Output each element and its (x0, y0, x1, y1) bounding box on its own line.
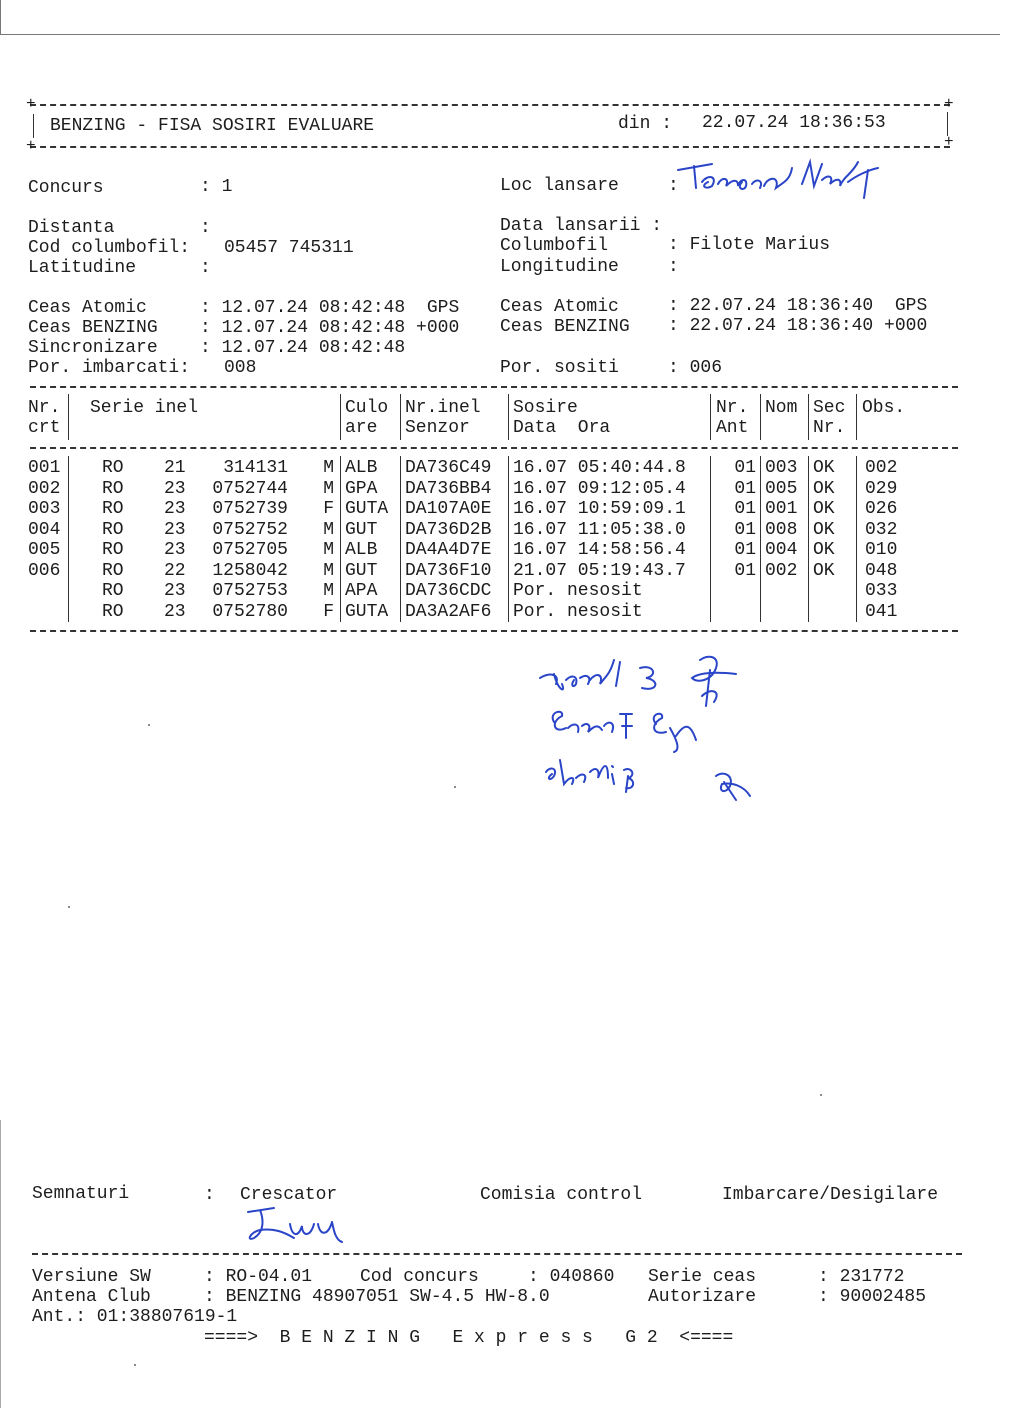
cell-tara: RO (102, 560, 124, 581)
cell-tara: RO (102, 601, 124, 622)
cell-sex: M (323, 560, 334, 581)
header-sec-1: Sec (813, 398, 846, 418)
header-serie-inel: Serie inel (90, 398, 199, 418)
por-sositi-value: : 006 (668, 358, 723, 378)
header-culoare-2: are (345, 418, 378, 438)
col-separator (68, 456, 69, 622)
col-separator (400, 394, 401, 440)
cell-an: 23 (164, 581, 186, 601)
cell-nr-ant: 01 (734, 540, 756, 560)
ceas-atomic-start: : 12.07.24 08:42:48 GPS (200, 298, 460, 318)
ceas-benzing-end: : 22.07.24 18:36:40 +000 (668, 316, 928, 336)
cell-sec-nr: OK (813, 519, 835, 540)
columbofil-value: : Filote Marius (668, 235, 831, 255)
cell-serie: 0752753 (212, 581, 288, 601)
cell-sosire: 16.07 09:12:05.4 (513, 478, 686, 499)
cell-obs: 048 (865, 560, 898, 581)
cell-culoare: ALB (345, 458, 378, 478)
cell-obs: 041 (865, 601, 898, 622)
cell-culoare: GPA (345, 478, 378, 499)
header-nr-crt-1: Nr. (28, 398, 61, 418)
cell-culoare: GUT (345, 560, 378, 581)
cell-nr-ant: 01 (734, 519, 756, 540)
cell-sex: F (323, 601, 334, 622)
cell-nr-crt: 002 (28, 478, 61, 499)
cell-nr-inel-senzor: DA107A0E (405, 499, 492, 519)
scan-speck (454, 786, 456, 788)
imbarcare-label: Imbarcare/Desigilare (722, 1185, 939, 1205)
cell-an: 22 (164, 560, 186, 581)
cell-nom: 001 (765, 499, 798, 519)
header-sec-2: Nr. (813, 418, 846, 438)
col-separator (508, 394, 509, 440)
autorizare-value: : 90002485 (818, 1287, 927, 1307)
cell-tara: RO (102, 519, 124, 540)
page-edge-line (0, 1120, 1, 1408)
cell-nom: 004 (765, 540, 798, 560)
col-separator (760, 456, 761, 622)
cell-sex: M (323, 540, 334, 560)
sincronizare-value: : 12.07.24 08:42:48 (200, 338, 406, 358)
col-separator (760, 394, 761, 440)
cell-nr-inel-senzor: DA4A4D7E (405, 540, 492, 560)
cell-sex: F (323, 499, 334, 519)
distanta-label: Distanta (28, 218, 115, 238)
header-top-border (30, 104, 950, 106)
border-corner: + (944, 95, 954, 113)
cell-sec-nr: OK (813, 458, 835, 478)
cell-sosire: 21.07 05:19:43.7 (513, 560, 686, 581)
cell-tara: RO (102, 581, 124, 601)
cell-serie: 0752744 (212, 478, 288, 499)
scan-speck (820, 1094, 822, 1096)
cell-nom: 002 (765, 560, 798, 581)
cell-sec-nr: OK (813, 540, 835, 560)
cell-culoare: GUT (345, 519, 378, 540)
sincronizare-label: Sincronizare (28, 338, 158, 358)
header-left-border (33, 114, 34, 138)
ceas-atomic-label: Ceas Atomic (28, 298, 147, 318)
cell-sec-nr: OK (813, 560, 835, 581)
print-datetime: 22.07.24 18:36:53 (702, 113, 886, 133)
cell-nr-ant: 01 (734, 560, 756, 581)
cell-culoare: ALB (345, 540, 378, 560)
data-lansarii-label: Data lansarii : (500, 216, 663, 236)
cod-columbofil-label: Cod columbofil: (28, 238, 191, 258)
header-nr-crt-2: crt (28, 418, 61, 438)
por-imbarcati-label: Por. imbarcati: (28, 358, 191, 378)
header-sosire-1: Sosire (513, 398, 578, 418)
header-sosire-2: Data Ora (513, 418, 611, 438)
ceas-benzing-label: Ceas BENZING (28, 318, 158, 338)
col-separator (400, 456, 401, 622)
distanta-value: : (200, 218, 211, 238)
versiune-sw-value: : RO-04.01 (204, 1267, 313, 1287)
header-nr-ant-1: Nr. (716, 398, 749, 418)
header-nr-ant-2: Ant (716, 418, 749, 438)
cell-tara: RO (102, 499, 124, 519)
ceas-benzing-label-2: Ceas BENZING (500, 317, 630, 337)
cell-culoare: GUTA (345, 499, 389, 519)
cell-nom: 005 (765, 478, 798, 499)
table-header-separator (30, 447, 958, 449)
loc-lansare-sep: : (668, 176, 679, 196)
cell-nr-ant: 01 (734, 478, 756, 499)
cell-nr-crt: 005 (28, 540, 61, 560)
col-separator (340, 394, 341, 440)
cell-culoare: GUTA (345, 601, 389, 622)
cell-an: 23 (164, 540, 186, 560)
table-bottom-border (30, 630, 958, 632)
cell-an: 23 (164, 519, 186, 540)
cell-nr-crt: 001 (28, 458, 61, 478)
col-separator (710, 456, 711, 622)
antena-club-label: Antena Club (32, 1287, 151, 1307)
scan-speck (134, 1364, 136, 1366)
page-edge-line (0, 0, 1, 34)
cell-tara: RO (102, 540, 124, 560)
header-culoare-1: Culo (345, 398, 389, 418)
col-separator (68, 394, 69, 440)
col-separator (856, 456, 857, 622)
cell-an: 21 (164, 458, 186, 478)
antena-id-line: Ant.: 01:38807619-1 (32, 1307, 238, 1327)
cell-obs: 032 (865, 519, 898, 540)
cell-nr-inel-senzor: DA736BB4 (405, 478, 492, 499)
border-corner: + (944, 133, 954, 151)
cell-serie: 0752739 (212, 499, 288, 519)
semnaturi-label: Semnaturi (32, 1184, 130, 1204)
cell-obs: 029 (865, 478, 898, 499)
table-top-border (30, 386, 958, 388)
autorizare-label: Autorizare (648, 1287, 757, 1307)
cell-nr-inel-senzor: DA736C49 (405, 458, 492, 478)
document-title: BENZING - FISA SOSIRI EVALUARE (50, 116, 375, 136)
handwritten-signature-crescator (240, 1202, 350, 1256)
cell-nr-crt: 006 (28, 560, 61, 581)
ceas-atomic-label-2: Ceas Atomic (500, 297, 619, 317)
border-corner: + (26, 95, 36, 113)
ceas-benzing-start: : 12.07.24 08:42:48 +000 (200, 318, 460, 338)
columbofil-label: Columbofil (500, 236, 609, 256)
benzing-express-banner: ====> B E N Z I N G E x p r e s s G 2 <==== (204, 1328, 734, 1348)
concurs-value: : 1 (200, 177, 233, 197)
cell-sex: M (323, 581, 334, 601)
cell-nr-crt: 003 (28, 499, 61, 519)
col-separator (808, 456, 809, 622)
cell-sosire: 16.07 14:58:56.4 (513, 540, 686, 560)
cell-serie: 0752780 (212, 601, 288, 622)
cell-sec-nr: OK (813, 499, 835, 519)
cell-serie: 0752705 (212, 540, 288, 560)
col-separator (808, 394, 809, 440)
cell-nr-inel-senzor: DA3A2AF6 (405, 601, 492, 622)
cell-obs: 010 (865, 540, 898, 560)
cell-an: 23 (164, 499, 186, 519)
cell-serie: 314131 (223, 458, 288, 478)
cell-sex: M (323, 478, 334, 499)
cell-serie: 1258042 (212, 560, 288, 581)
din-label: din : (618, 114, 673, 134)
col-separator (508, 456, 509, 622)
latitudine-value: : (200, 258, 211, 278)
cell-tara: RO (102, 478, 124, 499)
footer-separator (32, 1253, 962, 1255)
serie-ceas-label: Serie ceas (648, 1267, 757, 1287)
cell-sec-nr: OK (813, 478, 835, 499)
cell-an: 23 (164, 478, 186, 499)
cell-nr-inel-senzor: DA736F10 (405, 560, 492, 581)
cell-sosire: 16.07 05:40:44.8 (513, 458, 686, 478)
cell-sosire: Por. nesosit (513, 581, 643, 601)
handwritten-loc-lansare (672, 156, 892, 212)
border-corner: + (26, 137, 36, 155)
header-nr-inel-2: Senzor (405, 418, 470, 438)
por-imbarcati-value: 008 (224, 358, 257, 378)
cell-obs: 002 (865, 458, 898, 478)
cell-nr-ant: 01 (734, 458, 756, 478)
crescator-label: Crescator (240, 1185, 338, 1205)
header-bottom-border (30, 146, 950, 148)
versiune-sw-label: Versiune SW (32, 1267, 151, 1287)
col-separator (710, 394, 711, 440)
col-separator (856, 394, 857, 440)
longitudine-value: : (668, 257, 679, 277)
header-obs: Obs. (862, 398, 906, 418)
comisia-control-label: Comisia control (480, 1185, 643, 1205)
scan-speck (148, 724, 150, 726)
latitudine-label: Latitudine (28, 258, 137, 278)
cell-nr-crt: 004 (28, 519, 61, 540)
header-nr-inel-1: Nr.inel (405, 398, 481, 418)
cell-culoare: APA (345, 581, 378, 601)
cell-sosire: Por. nesosit (513, 601, 643, 622)
cell-obs: 033 (865, 581, 898, 601)
cell-sosire: 16.07 11:05:38.0 (513, 519, 686, 540)
cell-nom: 008 (765, 519, 798, 540)
cell-nr-ant: 01 (734, 499, 756, 519)
scan-speck (68, 906, 70, 908)
handwritten-signature-3 (540, 748, 780, 818)
concurs-label: Concurs (28, 178, 104, 198)
page-edge-line (0, 34, 1000, 35)
cell-an: 23 (164, 601, 186, 622)
por-sositi-label: Por. sositi (500, 358, 619, 378)
cell-nr-inel-senzor: DA736CDC (405, 581, 492, 601)
cell-sosire: 16.07 10:59:09.1 (513, 499, 686, 519)
cod-concurs-label: Cod concurs (360, 1267, 479, 1287)
longitudine-label: Longitudine (500, 257, 619, 277)
cell-serie: 0752752 (212, 519, 288, 540)
cell-nom: 003 (765, 458, 798, 478)
cell-tara: RO (102, 458, 124, 478)
header-nom: Nom (765, 398, 798, 418)
cell-sex: M (323, 458, 334, 478)
cell-obs: 026 (865, 499, 898, 519)
cell-nr-inel-senzor: DA736D2B (405, 519, 492, 540)
col-separator (340, 456, 341, 622)
semnaturi-sep: : (204, 1185, 215, 1205)
cell-sex: M (323, 519, 334, 540)
ceas-atomic-end: : 22.07.24 18:36:40 GPS (668, 296, 928, 316)
loc-lansare-label: Loc lansare (500, 176, 619, 196)
antena-club-value: : BENZING 48907051 SW-4.5 HW-8.0 (204, 1287, 550, 1307)
serie-ceas-value: : 231772 (818, 1267, 905, 1287)
cod-concurs-value: : 040860 (528, 1267, 615, 1287)
cod-columbofil-value: 05457 745311 (224, 238, 354, 258)
